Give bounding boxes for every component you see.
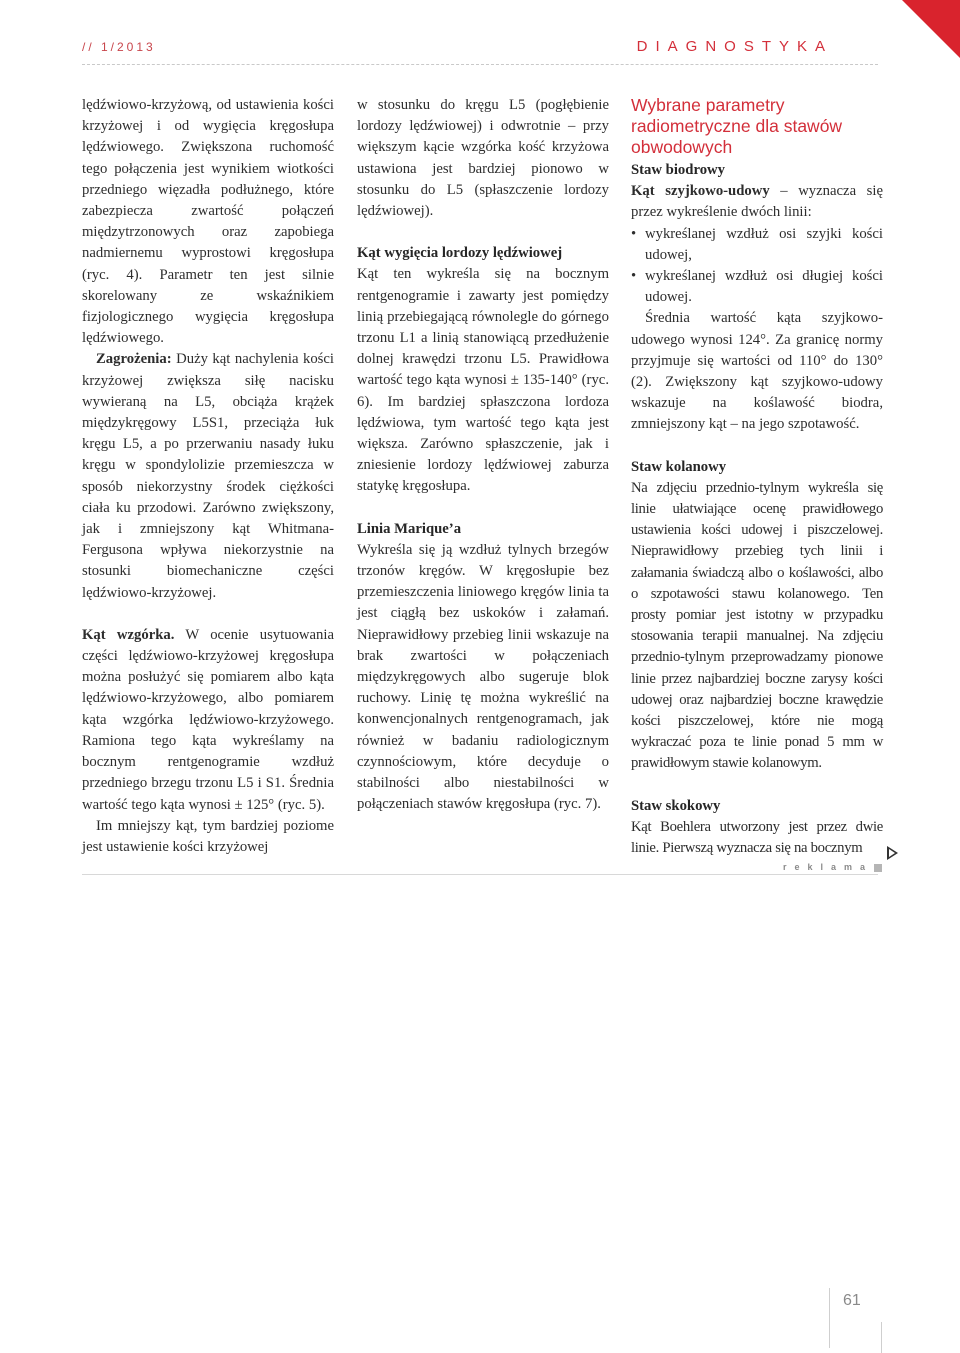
paragraph xyxy=(82,349,334,603)
footer-divider xyxy=(82,874,878,875)
column-2 xyxy=(357,95,609,816)
subheading: Staw biodrowy xyxy=(631,162,725,178)
header-divider xyxy=(82,64,878,65)
paragraph: w stosunku do kręgu L5 (pogłębienie lordozy lędźwiowej) i odwrotnie – przy większym kącie wzgórka kość krzyżowa ustawiona jest bardziej pionowo w stosunku do L5 (spłaszczenie lordozy lędźwiowej). xyxy=(357,97,609,220)
paragraph: Wykreśla się ją wzdłuż tylnych brzegów trzonów kręgów. W kręgosłupie bez przemieszczenia liniowego kręgów linia ta jest ciągłą bez uskoków i załamań. Nieprawidłowy przebieg linii wskazuje na brak zwartości w połączeniach międzykręgowych albo sugeruje blok ruchowy. Linię tę można wykreślić na konwencjonalnych rentgenogramach, jak również w badaniu radiologicznym czynnościowym, które decyduje o stabilności albo niestabilności w połączeniach stawów kręgosłupa (ryc. 7). xyxy=(357,541,609,813)
subheading: Linia Marique’a xyxy=(357,520,462,537)
lead-term: Kąt szyjkowo-udowy xyxy=(631,183,770,200)
subheading: Staw skokowy xyxy=(631,797,721,814)
paragraph: Kąt ten wykreśla się na bocznym rentgenogramie i zawarty jest pomiędzy linią przebiegającą równolegle do górnego trzonu L1 a linią stanowiącą przedłużenie dolnej krawędzi trzonu L5. Prawidłowa wartość tego kąta wynosi ± 135-140° (ryc. 6). Im bardziej spłaszczona lordoza lędźwiowa, tym wartość tego kąta jest większa. Zarówno spłaszczenie, jak i zniesienie lordozy lędźwiowej zaburza statykę kręgosłupa. xyxy=(357,266,609,495)
page-number-rule xyxy=(829,1288,830,1348)
paragraph: Na zdjęciu przednio-tylnym wykreśla się linie ułatwiające ocenę prawidłowego ustawienia kości udowej i piszczelowej. Nieprawidłowy przebieg tych linii i załamania świadczą albo o koślawości, albo o szpotawości stawu kolanowego. Ten prosty pomiar jest istotny w przypadku stosowania terapii manualnej. Na zdjęciu przednio-tylnym przeprowadzamy pionowe linie przez najbardziej boczne zarysy kości udowej oraz najbardziej boczne krawędzie kości piszczelowej, które nie mogą wykraczać poza te linie ponad 5 mm w prawidłowym stawie kolanowym. xyxy=(631,479,883,772)
issue-label: // 1/2013 xyxy=(82,40,156,54)
section-title: Wybrane parametry radiometryczne dla stawów obwodowych xyxy=(631,95,843,157)
paragraph-text: – wyznacza się przez wykreślenie dwóch linii: xyxy=(631,183,883,221)
continue-arrow-icon xyxy=(887,846,898,860)
subheading: Kąt wygięcia lordozy lędźwiowej xyxy=(357,245,563,262)
paragraph: Im mniejszy kąt, tym bardziej poziome jest ustawienie kości krzyżowej xyxy=(82,817,334,855)
subheading: Staw kolanowy xyxy=(631,458,727,475)
paragraph: Kąt Boehlera utworzony jest przez dwie linie. Pierwszą wyznacza się na bocznym xyxy=(631,818,883,857)
corner-accent xyxy=(902,0,960,58)
bullet-list xyxy=(631,224,883,309)
paragraph xyxy=(82,625,334,816)
square-icon xyxy=(874,864,882,872)
advert-label: reklama xyxy=(783,862,874,872)
paragraph-text: W ocenie usytuowania części lędźwiowo-krzyżowej kręgosłupa można posłużyć się pomiarem albo kąta lędźwiowo-krzyżowego, albo pomiarem kąta wzgórka lędźwiowo-krzyżowego. Ramiona tego kąta wykreślamy na bocznym rentgenogramie wzdłuż przedniego brzegu trzonu L5 i S1. Średnia wartość tego kąta wynosi ± 125° (ryc. 5). xyxy=(82,626,334,813)
paragraph: Średnia wartość kąta szyjkowo-udowego wynosi 124°. Za granicę normy przyjmuje się wartości od 110° do 130° (2). Zwiększony kąt szyjkowo-udowy wskazuje na koślawość biodra, zmniejszony kąt – na jego szpotawość. xyxy=(631,310,883,433)
column-1 xyxy=(82,95,334,858)
lead-term: Zagrożenia: xyxy=(96,351,172,368)
list-item: • wykreślanej wzdłuż osi szyjki kości udowej, xyxy=(643,224,883,266)
lead-term: Kąt wzgórka. xyxy=(82,626,175,643)
list-item: • wykreślanej wzdłuż osi długiej kości udowej. xyxy=(643,266,883,308)
paragraph-text: Duży kąt nachylenia kości krzyżowej zwiększa siłę nacisku wywieraną na L5, obciąża krążek międzykręgowy L5S1, przeciąża łuk kręgu L5, a po przerwaniu nasady łuku kręgu w spondylolizie przemieszcza w sposób niekorzystny środek ciężkości ciała ku przodowi. Zarówno zwiększony, jak i zmniejszony kąt Whitmana-Fergusona wpływa niekorzystnie na stosunki biomechaniczne części lędźwiowo-krzyżowej. xyxy=(82,351,334,601)
paragraph: lędźwiowo-krzyżową, od ustawienia kości krzyżowej i od wygięcia kręgosłupa lędźwiowego. Zwiększona ruchomość tego połączenia jest wynikiem wiotkości przedniego więzadła podłużnego, które zabezpiecza zwartość połączeń międzytrzonowych oraz zapobiega nadmiernemu wyprostowi kręgosłupa (ryc. 4). Parametr ten jest silnie skorelowany ze wskaźnikiem fizjologicznego wygięcia kręgosłupa lędźwiowego. xyxy=(82,97,334,347)
column-3 xyxy=(631,95,883,859)
page-number: 61 xyxy=(843,1292,861,1309)
section-label: DIAGNOSTYKA xyxy=(636,38,833,55)
paragraph xyxy=(631,181,883,223)
page-number-rule xyxy=(881,1322,882,1353)
